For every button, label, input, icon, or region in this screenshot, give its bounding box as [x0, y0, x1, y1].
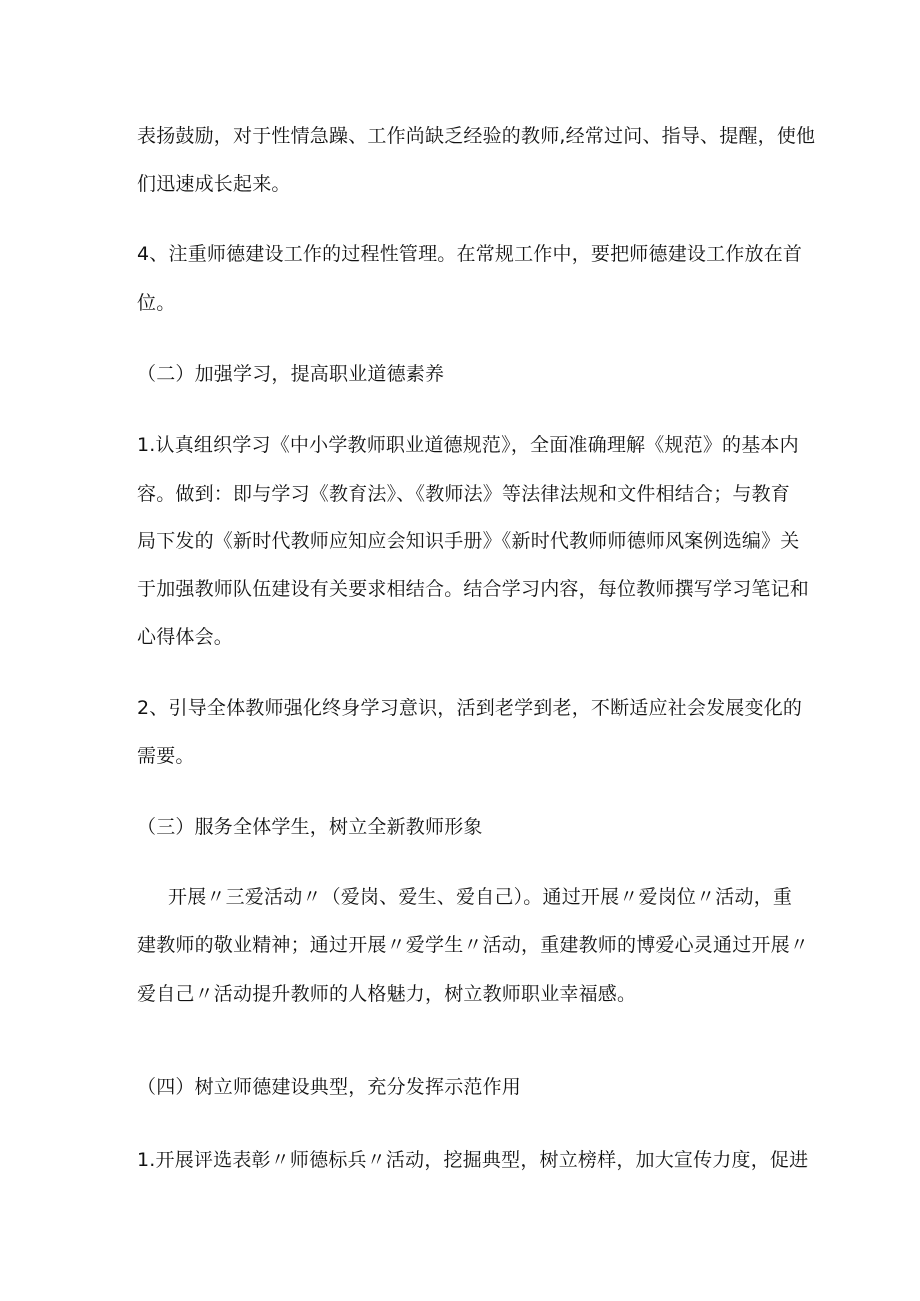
paragraph-line: 2、引导全体教师强化终身学习意识，活到老学到老，不断适应社会发展变化的	[137, 697, 803, 719]
paragraph-line: 开展〃三爱活动〃（爱岗、爱生、爱自己）。通过开展〃爱岗位〃活动，重	[168, 886, 793, 908]
section-heading-2: （二）加强学习，提高职业道德素养	[137, 363, 445, 385]
paragraph-line: 4、注重师德建设工作的过程性管理。在常规工作中，要把师德建设工作放在首	[137, 243, 803, 265]
section-heading-3: （三）服务全体学生，树立全新教师形象	[137, 816, 483, 838]
paragraph-line: 于加强教师队伍建设有关要求相结合。结合学习内容，每位教师撰写学习笔记和	[137, 578, 810, 600]
paragraph-line: 心得体会。	[137, 626, 234, 648]
paragraph-line: 表扬鼓励，对于性情急躁、工作尚缺乏经验的教师,经常过问、指导、提醒，使他	[137, 125, 816, 147]
paragraph-line: 1.开展评选表彰〃师德标兵〃活动，挖掘典型，树立榜样，加大宣传力度，促进	[137, 1149, 809, 1171]
paragraph-line: 爱自己〃活动提升教师的人格魅力，树立教师职业幸福感。	[137, 983, 637, 1005]
paragraph-line: 需要。	[137, 745, 195, 767]
paragraph-line: 们迅速成长起来。	[137, 173, 291, 195]
paragraph-line: 容。做到：即与学习《教育法》、《教师法》等法律法规和文件相结合；与教育	[137, 483, 791, 505]
section-heading-4: （四）树立师德建设典型，充分发挥示范作用	[137, 1076, 522, 1098]
paragraph-line: 建教师的敬业精神；通过开展〃爱学生〃活动，重建教师的博爱心灵通过开展〃	[137, 934, 810, 956]
paragraph-line: 1.认真组织学习《中小学教师职业道德规范》，全面准确理解《规范》的基本内	[137, 434, 799, 456]
paragraph-line: 位。	[137, 292, 176, 314]
paragraph-line: 局下发的《新时代教师应知应会知识手册》《新时代教师师德师风案例选编》关	[137, 530, 800, 552]
